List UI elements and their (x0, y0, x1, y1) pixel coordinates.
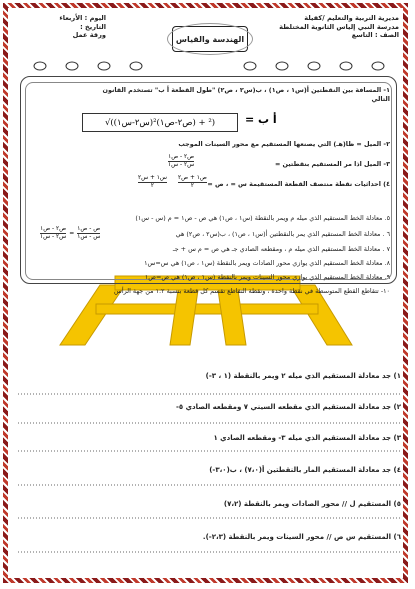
slope-fraction (168, 154, 194, 169)
rule-1: ١- المسافة بين النقطتين أ(س١ ، ص١) ، ب(س٢ ، ص٢) "طول القطعة أ ب" تستخدم القانون (102, 86, 390, 94)
rule-4: ٤) احداثيات نقطة منتصف القطعة المستقيمة س = ، ص = (207, 180, 390, 188)
rule-6: ٦ . معادلة الخط المستقيم الذي يمر بالنقطتين أ(س١ ، ص١) ، ب(س٢ ، ص٢) هي (175, 230, 390, 238)
line-rhs-den: س٢ - س١ (40, 234, 67, 240)
rule-5: ٥. معادلة الخط المستقيم الذي ميله م ويمر بالنقطة (س١ ، ص١) هي ص - ص١ = م (س - س١) (135, 214, 390, 222)
question-4: ٤) جد معادلة المستقيم المار بالنقطتين أ(٧،٠) ، ب(٣،٠-) (209, 466, 401, 474)
line-rhs-num: ص٢ - ص١ (40, 226, 67, 232)
line-lhs-den: س - س١ (77, 234, 101, 240)
rule-10: ١٠- تتقاطع القطع المتوسطة في نقطة واحدة ، ونقطة التقاطع تقسم كل قطعة بنسبة ١:٢ من جهة الرأس (114, 287, 390, 295)
header-subject: الهندسة والقياس (175, 34, 245, 44)
line-formula-lhs (77, 226, 100, 241)
midpoint-x-num: س١ + س٢ (138, 175, 167, 181)
midpoint-y-den: ٢ (190, 183, 194, 189)
line-lhs-num: ص - ص١ (77, 226, 101, 232)
slope-fraction-den: س٢ - س١ (168, 162, 195, 168)
rule-3: ٣- الميل اذا مر المستقيم بنقطتين = (274, 160, 390, 168)
question-2: ٢) جد معادلة المستقيم الذي مقطعه السيني ٧ ومقطعه الصادي ٥- (175, 403, 401, 411)
two-point-line-formula: $\frac{\text{ص٢ - ص١}}{\text{س٢ - س١}}$ = $\frac{\text{ص - ص١}}{\text{س - س١}}$ (40, 226, 101, 240)
header-sheet-type: ورقة عمل (72, 31, 106, 40)
header-directorate: مديرية التربية والتعليم /كفيلة (304, 14, 399, 22)
ornament-row (34, 62, 384, 70)
distance-formula-lhs: أ ب = (245, 113, 277, 126)
midpoint-y-fraction (178, 175, 207, 190)
midpoint-x-den: ٢ (150, 183, 155, 189)
rule-9: ٩. معادلة الخط المستقيم الذي يوازي محور السينات ويمر بالنقطة (س١ ، ص١) هي ص=ص١ (144, 273, 390, 281)
line-formula-rhs (40, 226, 66, 241)
rule-2: ٢- الميل = ظا(هـ) التي يصنعها المستقيم مع محور السينات الموجب (178, 140, 390, 148)
question-1: ١) جد معادلة المستقيم الذي ميله ٢ ويمر بالنقطة (١ ، ٣-) (205, 372, 401, 380)
header-day: اليوم : الأربعاء (59, 14, 106, 22)
rule-8: ٨. معادلة الخط المستقيم الذي يوازي محور الصادات ويمر بالنقطة (س١ ، ص١) هي س=س١ (144, 259, 390, 267)
header-school: مدرسة النبي إلياس الثانوية المختلطة (279, 22, 399, 31)
distance-formula-rhs: √((س٢-س١)² + (ص٢-ص١)²) (104, 117, 216, 128)
rule-1-cont: التالي (371, 95, 390, 103)
question-5: ٥) المستقيم ل // محور الصادات ويمر بالنقطة (٧،٢) (223, 500, 401, 508)
distance-formula (82, 113, 238, 132)
rule-7: ٧ . معادلة الخط المستقيم الذي ميله م ، ومقطعه الصادي جـ هي ص = م س + جـ (172, 245, 390, 253)
question-6: ٦) المستقيم س ص // محور السينات ويمر بالنقطة (٢،٣-). (202, 533, 401, 541)
question-3: ٣) جد معادلة المستقيم الذي ميله ٣- ومقطعه الصادي ١ (213, 434, 401, 442)
header-grade: الصف : التاسع (351, 31, 399, 40)
slope-fraction-num: ص٢ - ص١ (168, 154, 195, 160)
midpoint-y-num: ص١ + ص٢ (178, 175, 207, 181)
header-date: التاريخ : (80, 22, 106, 31)
midpoint-x-fraction (138, 175, 167, 190)
